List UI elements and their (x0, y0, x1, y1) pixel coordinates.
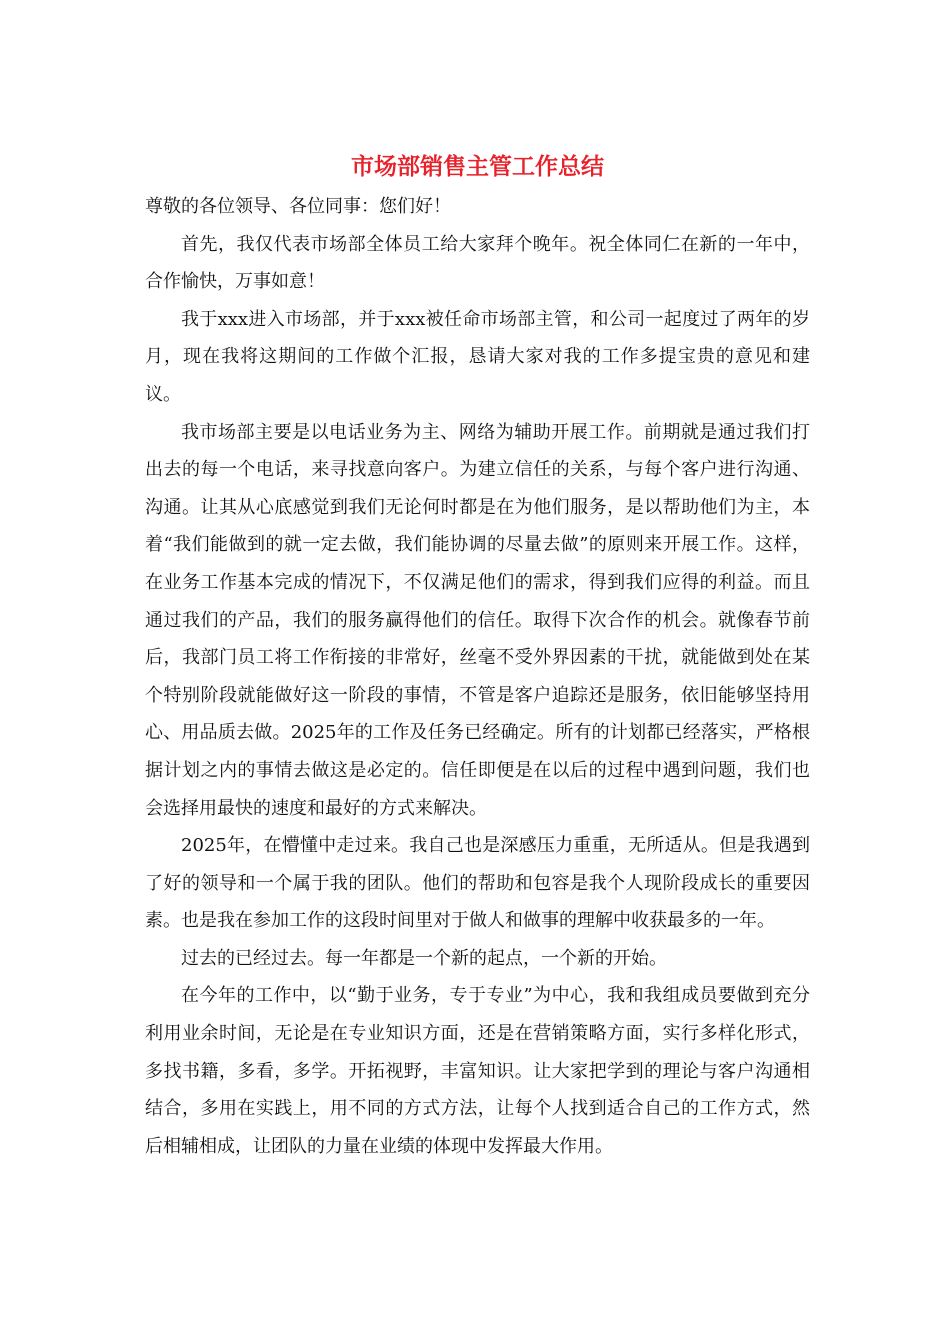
document-page (145, 150, 810, 1165)
document-title: 市场部销售主管工作总结 (351, 153, 604, 180)
paragraph-reflection: 2025年，在懵懂中走过来。我自己也是深感压力重重，无所适从。但是我遇到了好的领导和一个属于我的团队。他们的帮助和包容是我个人现阶段成长的重要因素。也是我在参加工作的这段时间里对于做人和做事的理解中收获最多的一年。 (145, 835, 810, 932)
paragraph-plan: 在今年的工作中，以“勤于业务，专于专业”为中心，我和我组成员要做到充分利用业余时间，无论是在专业知识方面，还是在营销策略方面，实行多样化形式，多找书籍，多看，多学。开拓视野，丰富知识。让大家把学到的理论与客户沟通相结合，多用在实践上，用不同的方式方法，让每个人找到适合自己的工作方式，然后相辅相成，让团队的力量在业绩的体现中发挥最大作用。 (145, 985, 810, 1157)
paragraph-work-overview: 我市场部主要是以电话业务为主、网络为辅助开展工作。前期就是通过我们打出去的每一个电话，来寻找意向客户。为建立信任的关系，与每个客户进行沟通、沟通。让其从心底感觉到我们无论何时都是在为他们服务，是以帮助他们为主，本着“我们能做到的就一定去做，我们能协调的尽量去做”的原则来开展工作。这样，在业务工作基本完成的情况下，不仅满足他们的需求，得到我们应得的利益。而且通过我们的产品，我们的服务赢得他们的信任。取得下次合作的机会。就像春节前后，我部门员工将工作衔接的非常好，丝毫不受外界因素的干扰，就能做到处在某个特别阶段就能做好这一阶段的事情，不管是客户追踪还是服务，依旧能够坚持用心、用品质去做。2025年的工作及任务已经确定。所有的计划都已经落实，严格根据计划之内的事情去做这是必定的。信任即便是在以后的过程中遇到问题，我们也会选择用最快的速度和最好的方式来解决。 (145, 421, 810, 819)
paragraph-intro: 我于xxx进入市场部，并于xxx被任命市场部主管，和公司一起度过了两年的岁月，现在我将这期间的工作做个汇报，恳请大家对我的工作多提宝贵的意见和建议。 (145, 308, 810, 405)
salutation: 尊敬的各位领导、各位同事：您们好！ (145, 196, 451, 217)
paragraph-new-start: 过去的已经过去。每一年都是一个新的起点，一个新的开始。 (181, 947, 667, 969)
paragraph-greeting: 首先，我仅代表市场部全体员工给大家拜个晚年。祝全体同仁在新的一年中，合作愉快，万事如意！ (145, 233, 810, 293)
